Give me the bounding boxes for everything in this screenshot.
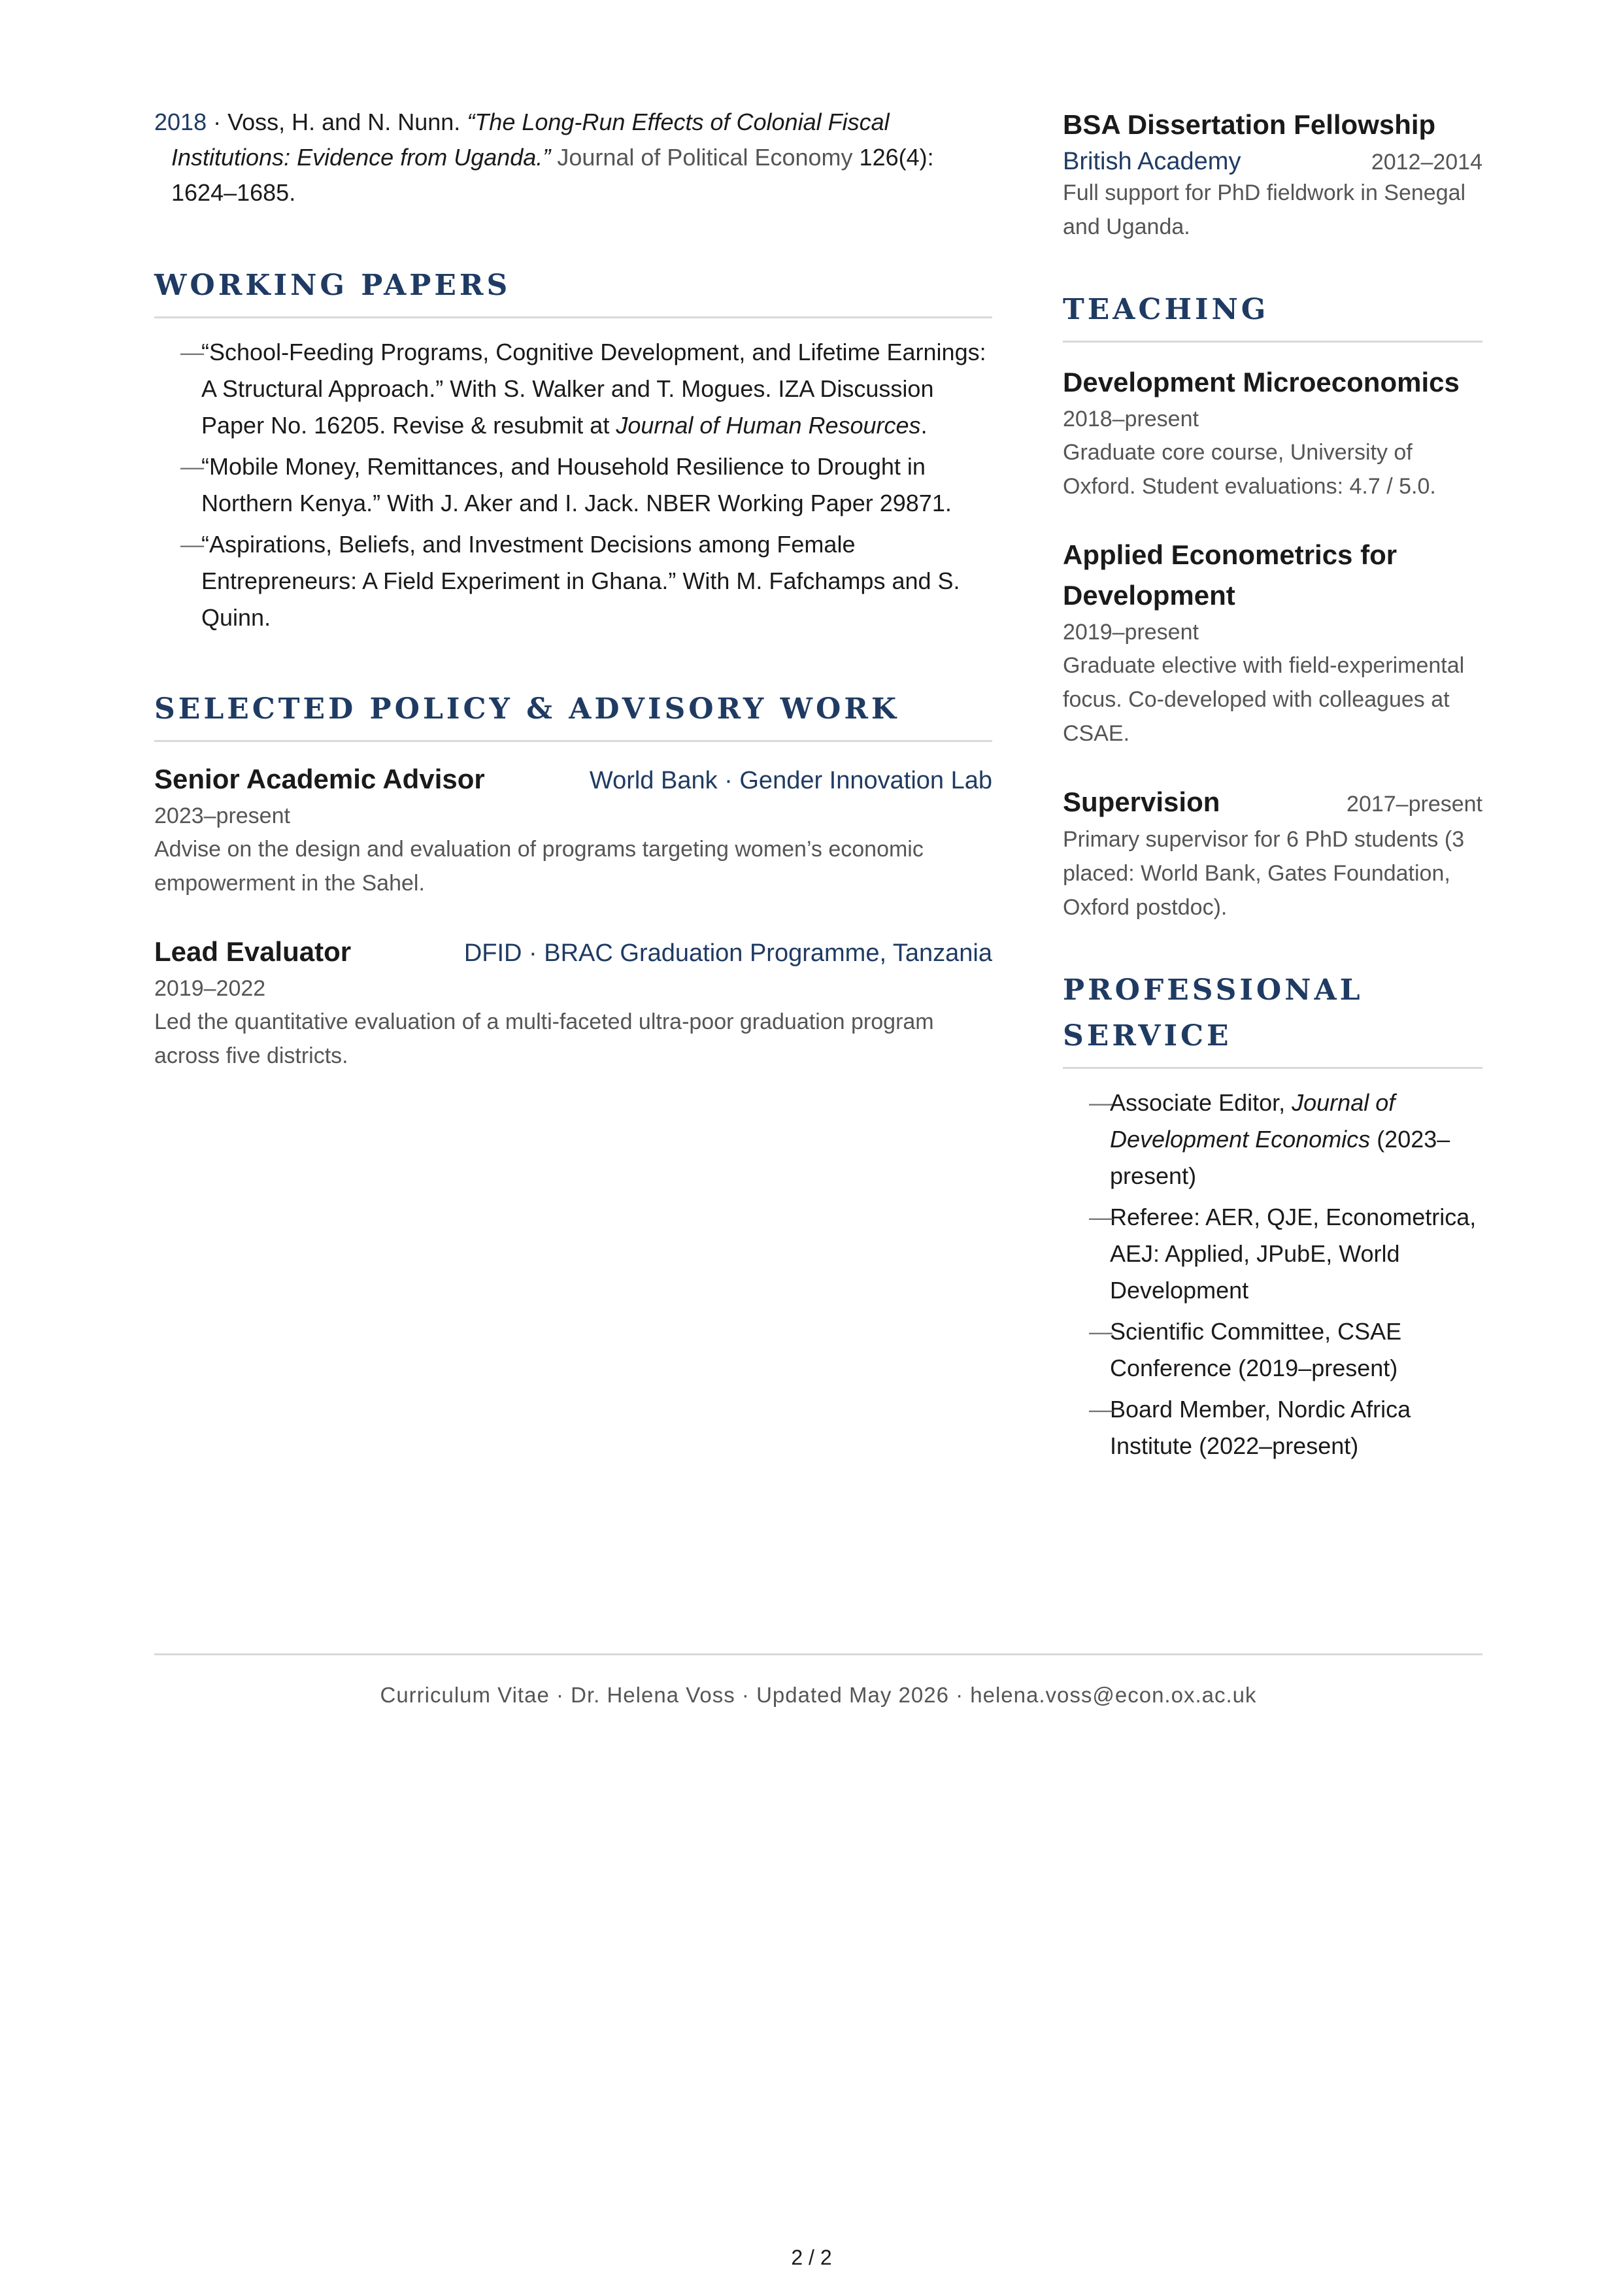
course-entry bbox=[1063, 535, 1482, 751]
publication-year: 2018 bbox=[154, 109, 207, 135]
policy-org: DFID · BRAC Graduation Programme, Tanzania bbox=[463, 939, 992, 967]
paper-venue: Journal of Human Resources bbox=[616, 412, 921, 439]
dash-icon: — bbox=[180, 339, 204, 365]
list-item bbox=[154, 448, 992, 522]
list-item bbox=[154, 334, 992, 444]
policy-dates: 2023–present bbox=[154, 803, 290, 828]
list-item bbox=[1063, 1199, 1482, 1309]
course-name: Development Microeconomics bbox=[1063, 367, 1460, 397]
course-dates: 2019–present bbox=[1063, 620, 1199, 645]
supervision-dates: 2017–present bbox=[1347, 792, 1482, 817]
policy-dates: 2019–2022 bbox=[154, 976, 266, 1001]
policy-entry bbox=[154, 932, 992, 1073]
dash-icon: — bbox=[1089, 1204, 1113, 1230]
service-journal: Journal of Development Economics bbox=[1110, 1089, 1396, 1153]
supervision-entry bbox=[1063, 782, 1482, 924]
course-name: Applied Econometrics for Development bbox=[1063, 539, 1397, 611]
course-dates: 2018–present bbox=[1063, 407, 1199, 431]
fellowship-title: BSA Dissertation Fellowship bbox=[1063, 109, 1436, 140]
left-column bbox=[154, 105, 992, 1073]
list-item bbox=[154, 526, 992, 636]
working-papers-list bbox=[154, 334, 992, 636]
paper-text: “School-Feeding Programs, Cognitive Development, and Lifetime Earnings: A Structural Approach.” With S. Walker and T. Mogues. IZA Discussion Paper No. 16205. Revise & resubmit at bbox=[201, 339, 986, 439]
service-text: Referee: AER, QJE, Econometrica, AEJ: Applied, JPubE, World Development bbox=[1110, 1204, 1477, 1304]
paper-text-end: . bbox=[920, 412, 928, 439]
paper-text: “Mobile Money, Remittances, and Household Resilience to Drought in Northern Kenya.” With J. Aker and I. Jack. NBER Working Paper 29871. bbox=[201, 453, 952, 516]
policy-heading: SELECTED POLICY & ADVISORY WORK bbox=[154, 686, 992, 742]
service-text: Scientific Committee, CSAE Conference (2019–present) bbox=[1110, 1318, 1402, 1381]
course-entry bbox=[1063, 362, 1482, 503]
fellowship-org: British Academy bbox=[1063, 148, 1241, 175]
policy-role: Senior Academic Advisor bbox=[154, 764, 485, 794]
list-item bbox=[1063, 1085, 1482, 1194]
publication-authors: · Voss, H. and N. Nunn. bbox=[213, 109, 461, 135]
footer-divider bbox=[154, 1653, 1482, 1655]
working-papers-heading: WORKING PAPERS bbox=[154, 263, 992, 318]
publication-title: “The Long-Run Effects of Colonial Fiscal Institutions: Evidence from Uganda.” bbox=[171, 109, 890, 171]
list-item bbox=[1063, 1391, 1482, 1464]
paper-text: “Aspirations, Beliefs, and Investment Decisions among Female Entrepreneurs: A Field Experiment in Ghana.” With M. Fafchamps and S. Quinn. bbox=[201, 531, 960, 631]
publication-volume: 126(4): 1624–1685. bbox=[171, 144, 934, 206]
right-column bbox=[1063, 105, 1482, 1469]
policy-description: Advise on the design and evaluation of programs targeting women’s economic empowerment in the Sahel. bbox=[154, 837, 924, 896]
fellowship-description: Full support for PhD fieldwork in Senegal and Uganda. bbox=[1063, 180, 1466, 239]
dash-icon: — bbox=[180, 531, 204, 558]
course-description: Graduate elective with field-experimental focus. Co-developed with colleagues at CSAE. bbox=[1063, 653, 1465, 746]
service-list bbox=[1063, 1085, 1482, 1464]
supervision-description: Primary supervisor for 6 PhD students (3 placed: World Bank, Gates Foundation, Oxford postdoc). bbox=[1063, 827, 1465, 920]
supervision-title: Supervision bbox=[1063, 786, 1220, 817]
dash-icon: — bbox=[180, 453, 204, 480]
course-description: Graduate core course, University of Oxford. Student evaluations: 4.7 / 5.0. bbox=[1063, 440, 1436, 499]
policy-description: Led the quantitative evaluation of a multi-faceted ultra-poor graduation program across five districts. bbox=[154, 1009, 934, 1068]
fellowship-entry bbox=[1063, 105, 1482, 244]
teaching-heading: TEACHING bbox=[1063, 287, 1482, 343]
list-item bbox=[1063, 1313, 1482, 1387]
policy-org: World Bank · Gender Innovation Lab bbox=[589, 767, 992, 794]
dash-icon: — bbox=[1089, 1089, 1113, 1116]
page-footer: Curriculum Vitae · Dr. Helena Voss · Updated May 2026 · helena.voss@econ.ox.ac.uk bbox=[380, 1683, 1257, 1707]
service-text-end: (2023–present) bbox=[1110, 1126, 1450, 1189]
service-text: Board Member, Nordic Africa Institute (2022–present) bbox=[1110, 1396, 1411, 1459]
publication-journal: Journal of Political Economy bbox=[557, 144, 853, 171]
dash-icon: — bbox=[1089, 1318, 1113, 1345]
policy-entry bbox=[154, 759, 992, 900]
publication-entry bbox=[154, 105, 992, 211]
page-number: 2 / 2 bbox=[791, 2246, 832, 2269]
fellowship-dates: 2012–2014 bbox=[1371, 150, 1482, 175]
service-heading: PROFESSIONAL SERVICE bbox=[1063, 968, 1482, 1069]
service-text: Associate Editor, bbox=[1110, 1089, 1292, 1116]
policy-role: Lead Evaluator bbox=[154, 936, 352, 967]
dash-icon: — bbox=[1089, 1396, 1113, 1423]
